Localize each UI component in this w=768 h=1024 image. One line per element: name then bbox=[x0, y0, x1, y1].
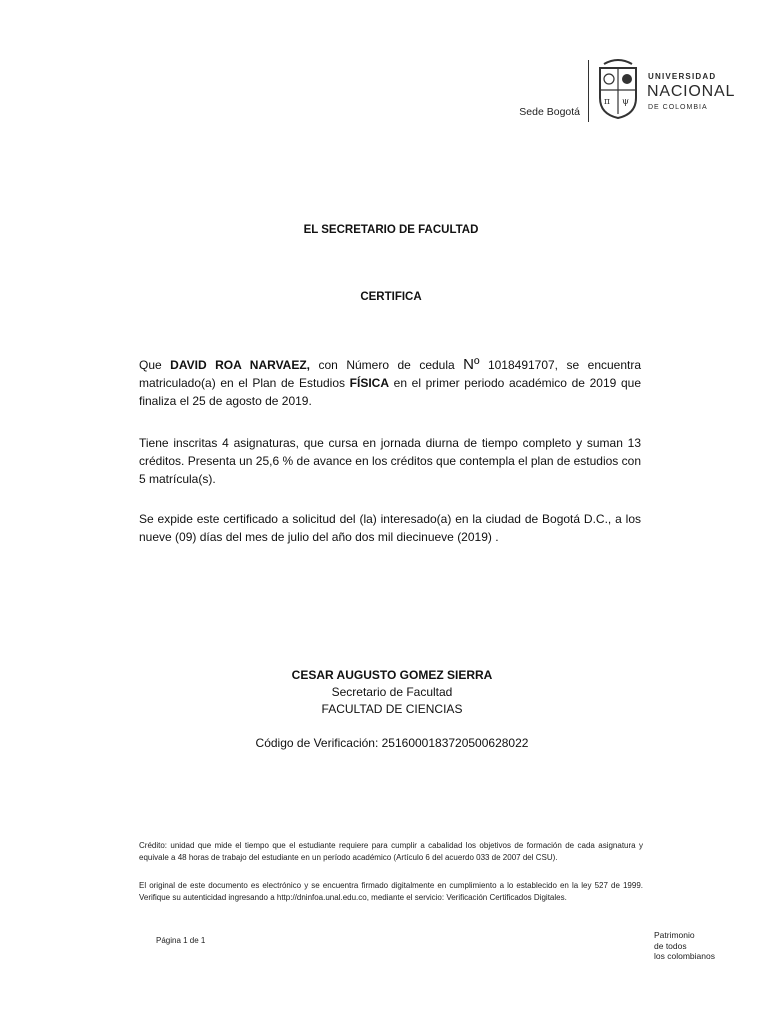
header-divider bbox=[588, 60, 589, 122]
verification-code: Código de Verificación: 2516000183720500628022 bbox=[255, 736, 529, 750]
footnote-credit: Crédito: unidad que mide el tiempo que el estudiante requiere para cumplir a cabalidad los objetivos de formación de cada asignatura y equivale a 48 horas de trabajo del estudiante en un período académico (Artículo 6 del acuerdo 033 de 2007 del CSU). bbox=[139, 841, 643, 862]
paragraph-issued: Se expide este certificado a solicitud del (la) interesado(a) en la ciudad de Bogotá D.C., a los nueve (09) días del mes de julio del año dos mil diecinueve (2019) . bbox=[139, 512, 641, 544]
paragraph-credits: Tiene inscritas 4 asignaturas, que cursa en jornada diurna de tiempo completo y suman 13 créditos. Presenta un 25,6 % de avance en los créditos que contempla el plan de estudios con 5 matrícula(s). bbox=[139, 436, 641, 486]
student-name: DAVID ROA NARVAEZ, bbox=[170, 358, 311, 372]
signer-faculty: FACULTAD DE CIENCIAS bbox=[321, 702, 463, 716]
crest-icon bbox=[596, 58, 640, 120]
logo-line-nacional: NACIONAL bbox=[647, 83, 736, 100]
patrimonio-line-3: los colombianos bbox=[654, 951, 715, 961]
p1-text-a: Que bbox=[139, 358, 171, 372]
university-logo bbox=[594, 56, 744, 134]
signer-name: CESAR AUGUSTO GOMEZ SIERRA bbox=[291, 668, 493, 682]
program-name: FÍSICA bbox=[349, 376, 389, 390]
p1-text-d: en el primer periodo académico de 2019 que finaliza el 25 de agosto de 2019. bbox=[139, 376, 641, 408]
document-title: EL SECRETARIO DE FACULTAD bbox=[303, 224, 479, 236]
page-number: Página 1 de 1 bbox=[156, 936, 206, 945]
logo-line-universidad: UNIVERSIDAD bbox=[648, 72, 717, 81]
sede-label: Sede Bogotá bbox=[519, 106, 580, 118]
svg-text:π: π bbox=[604, 97, 610, 107]
patrimonio-label bbox=[654, 930, 715, 962]
logo-line-colombia: DE COLOMBIA bbox=[648, 104, 708, 111]
signer-role: Secretario de Facultad bbox=[331, 685, 453, 699]
number-symbol: Nº bbox=[463, 356, 480, 373]
footnote-verification: El original de este documento es electrónico y se encuentra firmado digitalmente en cumplimiento a lo establecido en la ley 527 de 1999. Verifique su autenticidad ingresando a http://dninfoa.unal.edu.co, mediante el servicio: Verificación Certificados Digitales. bbox=[139, 881, 643, 902]
patrimonio-line-1: Patrimonio bbox=[654, 930, 695, 940]
svg-text:ψ: ψ bbox=[622, 97, 630, 107]
paragraph-enrollment bbox=[139, 356, 641, 410]
p1-text-c: 1018491707, se encuentra matriculado(a) en el Plan de Estudios bbox=[139, 358, 642, 390]
patrimonio-line-2: de todos bbox=[654, 940, 687, 951]
document-subtitle: CERTIFICA bbox=[360, 291, 422, 303]
p1-text-b: con Número de cedula bbox=[310, 358, 464, 372]
